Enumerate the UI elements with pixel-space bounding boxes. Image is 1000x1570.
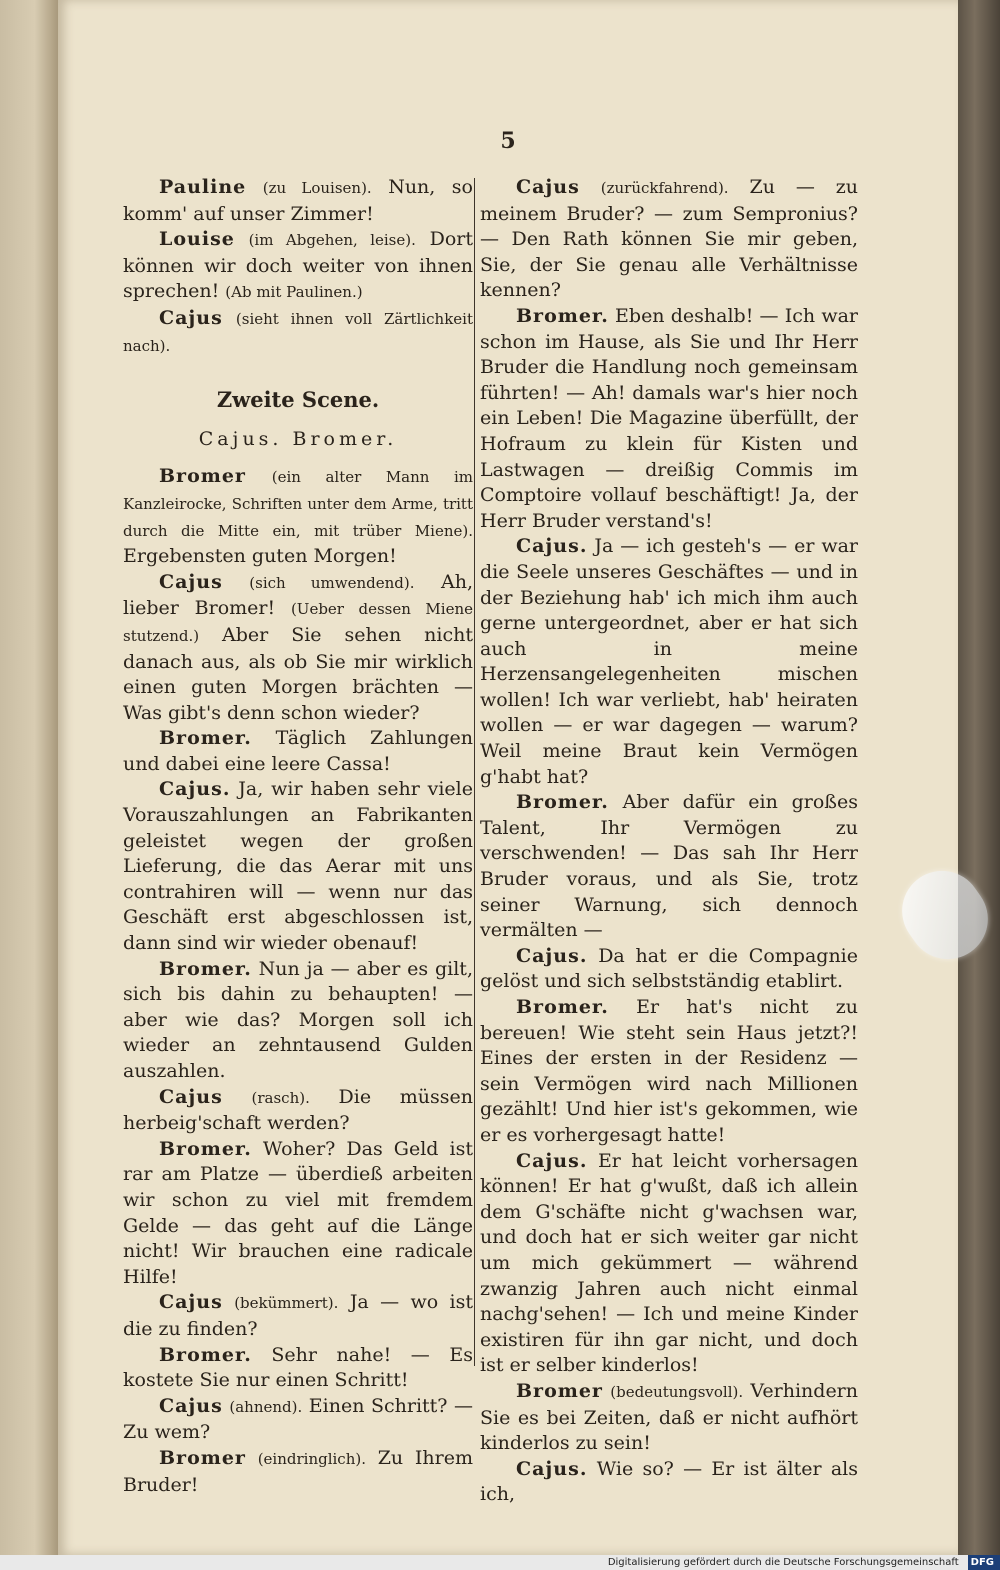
speaker-name: Bromer. [516, 996, 609, 1018]
speaker-name: Cajus. [516, 944, 588, 967]
speaker-name: Bromer. [159, 957, 252, 980]
dialogue-text: Er hat's nicht zu bereuen! Wie steht sein Haus jetzt?! Eines der ersten in der Residenz — sein Vermögen wird nach Millionen gezählt! Und hier ist's gekommen, wie er es vorhergesagt hatte! [480, 996, 858, 1146]
speaker-name: Cajus [159, 1291, 223, 1314]
dialogue-paragraph [123, 464, 473, 569]
dialogue-paragraph [123, 957, 473, 1085]
dialogue-text: Nun, so komm' auf unser Zimmer! [123, 176, 473, 225]
footer-bar [0, 1555, 1000, 1570]
dialogue-text: Aber dafür ein großes Talent, Ihr Vermögen zu verschwenden! — Das sah Ihr Herr Bruder voraus, und als Sie, trotz seiner Warnung, sich dennoch vermälten — [480, 791, 858, 942]
stage-direction: (eindringlich). [257, 1449, 366, 1468]
dialogue-text: Eben deshalb! — Ich war schon im Hause, als Sie und Ihr Herr Bruder die Handlung noch gemeinsam führten! — Ah! damals war's hier noch ein Leben! Die Magazine überfüllt, der Hofraum zu klein für Kisten und Lastwagen — dreißig Commis im Comptoire vollauf beschäftigt! Ja, der Herr Bruder verstand's! [480, 304, 858, 532]
speaker-name: Pauline [159, 176, 247, 198]
speaker-name: Bromer [159, 465, 246, 488]
stage-direction: (rasch). [251, 1088, 310, 1107]
speaker-name: Cajus. [159, 778, 231, 801]
right-column [480, 175, 858, 1508]
dialogue-text: Dort können wir doch weiter von ihnen sprechen! [123, 228, 473, 303]
dialogue-paragraph [480, 944, 858, 995]
dialogue-paragraph [123, 726, 473, 777]
dialogue-paragraph [480, 534, 858, 790]
dialogue-text: Ja — wo ist die zu finden? [123, 1291, 474, 1340]
speaker-name: Bromer [516, 1379, 603, 1402]
dialogue-paragraph [480, 1457, 858, 1508]
dialogue-paragraph [123, 777, 473, 956]
dialogue-text: Nun ja — aber es gilt, sich bis dahin zu behaupten! — aber wie das? Morgen soll ich wieder an zehntausend Gulden auszahlen. [123, 957, 473, 1082]
speaker-name: Bromer. [516, 304, 609, 327]
dialogue-paragraph [123, 306, 473, 359]
speaker-name: Cajus. [516, 1149, 588, 1172]
previous-page-edge [0, 0, 58, 1570]
dialogue-paragraph [123, 227, 473, 306]
dialogue-text: Ah, lieber Bromer! [123, 570, 473, 620]
dialogue-text: Ja — ich gesteh's — er war die Seele unseres Geschäftes — und in der Beziehung hab' ich mich ihm auch gerne untergeordnet, aber er hat sich auch in meine Herzensangelegenheiten mischen wollen! Ich war verliebt, hab' heiraten wollen — er war dagegen — warum? Weil meine Braut kein Vermögen g'habt hat? [480, 535, 858, 788]
dialogue-paragraph [480, 790, 858, 944]
dialogue-paragraph [123, 1137, 473, 1291]
dialogue-text: Ergebensten guten Morgen! [123, 545, 397, 568]
scene-cast: Cajus. Bromer. [198, 427, 398, 450]
speaker-name: Bromer. [516, 791, 609, 814]
dialogue-text: Einen Schritt? — Zu wem? [123, 1394, 473, 1444]
speaker-name: Cajus. [516, 1457, 588, 1480]
column-divider [474, 178, 475, 1366]
speaker-name: Cajus [159, 1085, 223, 1108]
left-dialogue-top [123, 175, 473, 359]
scene-title: Zweite Scene. [216, 387, 380, 413]
stage-direction: (zu Louisen). [262, 179, 372, 197]
dialogue-paragraph [123, 1290, 473, 1342]
dialogue-paragraph [123, 175, 473, 227]
stage-direction: (ahnend). [229, 1397, 303, 1416]
dialogue-text: Wie so? — Er ist älter als ich, [480, 1457, 858, 1506]
dialogue-paragraph [480, 995, 858, 1149]
left-column [123, 175, 473, 1498]
speaker-name: Bromer [159, 1446, 246, 1469]
dialogue-text: Die müssen herbeig'schaft werden? [123, 1085, 473, 1135]
dialogue-text: Woher? Das Geld ist rar am Platze — überdieß arbeiten wir schon zu viel mit fremdem Gelde — das geht auf die Länge nicht! Wir brauchen eine radicale Hilfe! [123, 1137, 473, 1288]
stage-direction: (bekümmert). [234, 1294, 339, 1313]
footer-text: Digitalisierung gefördert durch die Deutsche Forschungsgemeinschaft [607, 1557, 959, 1568]
dialogue-paragraph [123, 1446, 473, 1498]
speaker-name: Bromer. [159, 1343, 252, 1366]
dfg-logo: DFG [968, 1555, 1000, 1570]
speaker-name: Bromer. [159, 727, 252, 750]
dialogue-text: Sehr nahe! — Es kostete Sie nur einen Schritt! [123, 1343, 473, 1392]
book-page [58, 0, 958, 1555]
stage-direction: (Ab mit Paulinen.) [225, 283, 363, 302]
speaker-name: Cajus [159, 1394, 223, 1417]
speaker-name: Bromer. [159, 1137, 252, 1160]
stage-direction: (zurückfahrend). [600, 179, 729, 197]
dialogue-text: Er hat leicht vorhersagen können! Er hat g'wußt, daß ich allein dem G'schäfte nicht g'wachsen war, und doch hat er sich weiter gar nicht um mich gekümmert — während zwanzig Jahren auch nicht einmal nachg'sehen! — Ich und meine Kinder existiren für ihn gar nicht, und doch ist er selber kinderlos! [480, 1149, 858, 1377]
dialogue-text: Verhindern Sie es bei Zeiten, daß er nicht aufhört kinderlos zu sein! [480, 1379, 859, 1455]
stage-direction: (sich umwendend). [249, 573, 415, 592]
dialogue-paragraph [480, 304, 858, 534]
right-dialogue [480, 175, 858, 1508]
speaker-name: Cajus [159, 306, 223, 329]
stage-direction: (bedeutungsvoll). [610, 1382, 744, 1401]
dialogue-text: Zu — zu meinem Bruder? — zum Sempronius? — Den Rath können Sie mir geben, Sie, der Sie genau alle Verhältnisse kennen? [480, 176, 859, 302]
speaker-name: Cajus [516, 176, 580, 198]
dialogue-text: Zu Ihrem Bruder! [123, 1446, 473, 1496]
speaker-name: Louise [159, 228, 235, 251]
dialogue-text: Täglich Zahlungen und dabei eine leere Cassa! [123, 727, 473, 775]
stage-direction: (sieht ihnen voll Zärtlichkeit nach). [123, 309, 473, 355]
speaker-name: Cajus. [516, 535, 588, 558]
stage-direction: (im Abgehen, leise). [248, 231, 416, 250]
speaker-name: Cajus [159, 570, 223, 593]
page-edge-right [958, 0, 1000, 1555]
dialogue-paragraph [480, 175, 858, 304]
left-dialogue-bottom [123, 464, 473, 1498]
dialogue-text: Ja, wir haben sehr viele Vorauszahlungen an Fabrikanten geleistet wegen der großen Lieferung, die das Aerar mit uns contrahiren will — wenn nur das Geschäft erst abgeschlossen ist, dann sind wir wieder obenauf! [123, 778, 473, 955]
stage-direction: (ein alter Mann im Kanzleirocke, Schriften unter dem Arme, tritt durch die Mitte ein, mit trüber Miene). [123, 468, 474, 540]
dialogue-text: Da hat er die Compagnie gelöst und sich selbstständig etablirt. [480, 944, 858, 993]
stage-direction: (Ueber dessen Miene stutzend.) [123, 600, 473, 645]
dialogue-paragraph [480, 1379, 858, 1457]
dialogue-paragraph [123, 570, 473, 727]
dialogue-paragraph [480, 1149, 858, 1379]
dialogue-paragraph [123, 1085, 473, 1137]
dialogue-paragraph [123, 1394, 473, 1446]
page-number: 5 [500, 128, 516, 154]
dialogue-paragraph [123, 1343, 473, 1394]
dialogue-text: Aber Sie sehen nicht danach aus, als ob Sie mir wirklich einen guten Morgen brächten — Was gibt's denn schon wieder? [123, 623, 473, 724]
